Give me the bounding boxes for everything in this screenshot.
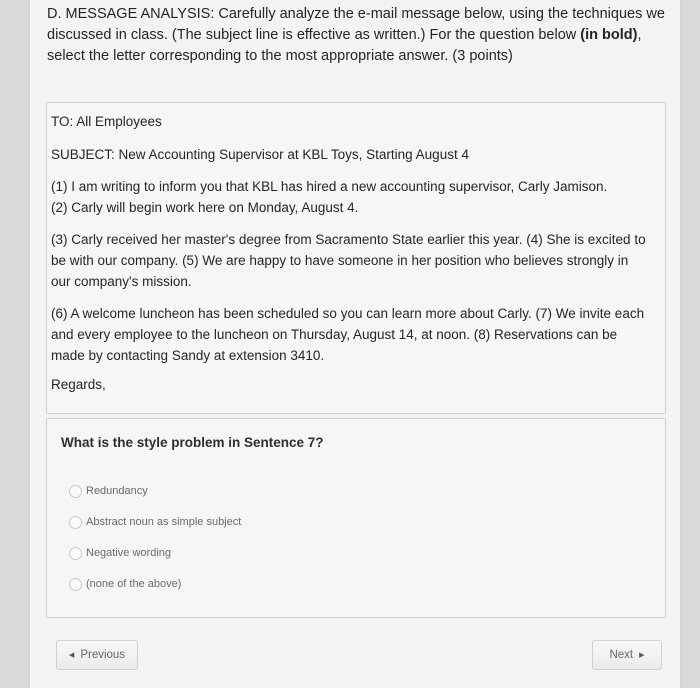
answer-option-d[interactable] (69, 573, 181, 595)
previous-button-label: Previous (80, 649, 126, 661)
next-button[interactable] (592, 640, 662, 670)
email-subject: SUBJECT: New Accounting Supervisor at KBL Toys, Starting August 4 (51, 147, 469, 162)
chevron-left-icon: ◀ (68, 652, 75, 659)
email-para2-line1: (3) Carly received her master's degree from Sacramento State earlier this year. (4) She is excited to (51, 232, 646, 247)
email-message-box (46, 102, 666, 414)
question-text: What is the style problem in Sentence 7? (61, 435, 324, 450)
radio-button-c[interactable] (69, 547, 82, 560)
instructions-text (47, 4, 667, 67)
answer-option-c-label: Negative wording (86, 547, 171, 559)
answer-option-a[interactable] (69, 480, 148, 502)
question-box (46, 418, 666, 618)
email-para3-line3: made by contacting Sandy at extension 3410. (51, 348, 325, 363)
email-para2-line3: our company's mission. (51, 274, 192, 289)
next-button-label: Next (609, 649, 634, 661)
answer-option-d-label: (none of the above) (86, 578, 182, 590)
email-closing: Regards, (51, 377, 106, 392)
radio-button-a[interactable] (69, 485, 82, 498)
email-para2-line2: be with our company. (5) We are happy to have someone in her position who believes strongly in (51, 253, 629, 268)
answer-option-b[interactable] (69, 511, 241, 533)
chevron-right-icon: ▶ (639, 652, 645, 659)
email-para3-line2: and every employee to the luncheon on Thursday, August 14, at noon. (8) Reservations can be (51, 327, 618, 342)
radio-button-d[interactable] (69, 578, 82, 591)
email-para1-line2: (2) Carly will begin work here on Monday, August 4. (51, 200, 359, 215)
answer-option-b-label: Abstract noun as simple subject (86, 516, 242, 528)
instructions-part1: D. MESSAGE ANALYSIS: Carefully analyze the e-mail message below, using the techniques we discussed in class. (The subject line is effective as written.) For the question below (47, 6, 665, 43)
email-para1-line1: (1) I am writing to inform you that KBL has hired a new accounting supervisor, Carly Jamison. (51, 179, 608, 194)
email-to: TO: All Employees (51, 114, 162, 129)
radio-button-b[interactable] (69, 516, 82, 529)
answer-option-a-label: Redundancy (86, 485, 148, 497)
email-para3-line1: (6) A welcome luncheon has been scheduled so you can learn more about Carly. (7) We invite each (51, 306, 645, 321)
answer-option-c[interactable] (69, 542, 171, 564)
instructions-part2: , select the letter corresponding to the most appropriate answer. (3 points) (47, 27, 642, 64)
instructions-bold: (in bold) (580, 27, 638, 43)
previous-button[interactable] (56, 640, 138, 670)
